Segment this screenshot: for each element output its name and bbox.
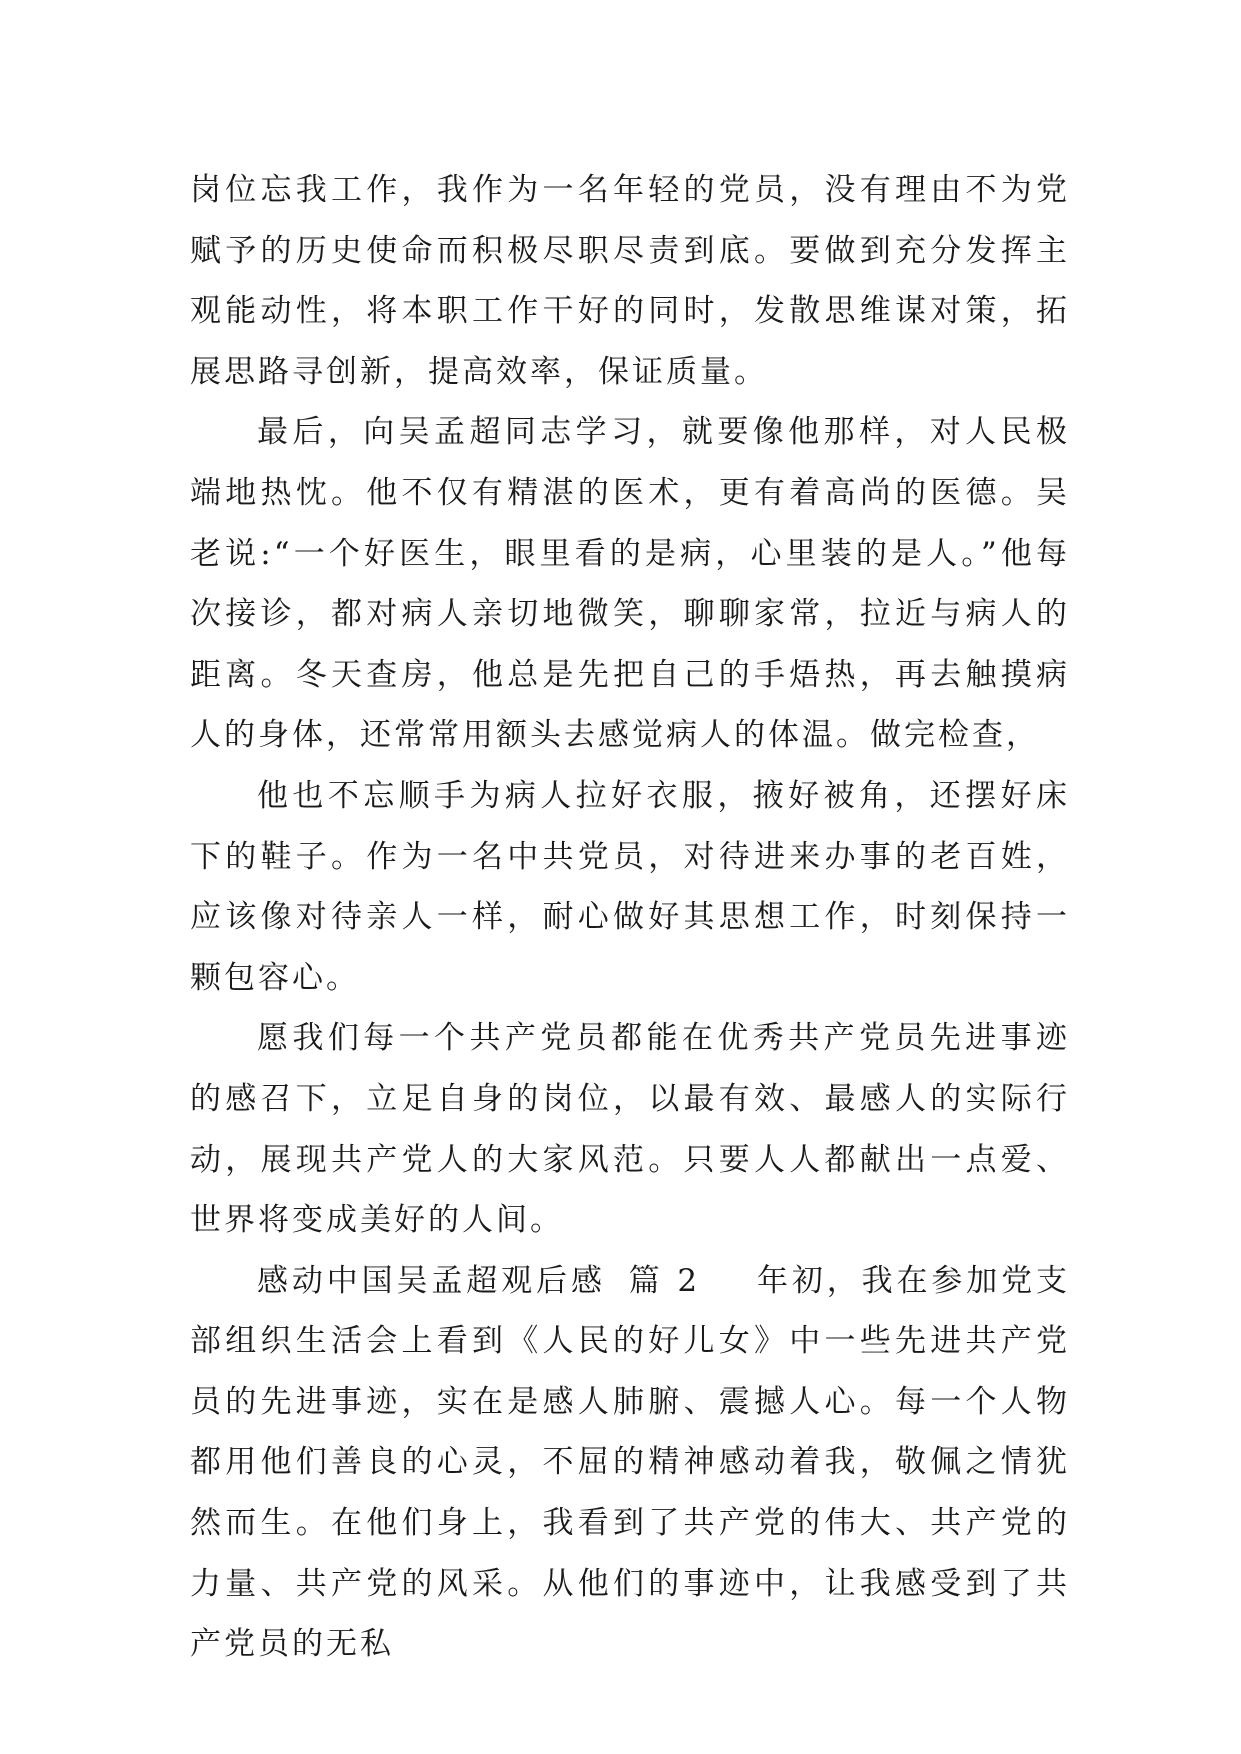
section-text: 年初，我在参加党支部组织生活会上看到《人民的好儿女》中一些先进共产党员的先进事迹，实在是感人肺腑、震撼人心。每一个人物都用他们善良的心灵，不屈的精神感动着我，敬佩之情犹然而生。在他们身上，我看到了共产党的伟大、共产党的力量、共产党的风采。从他们的事迹中，让我感受到了共产党员的无私 bbox=[190, 1262, 1071, 1663]
section-heading: 感动中国吴孟超观后感 bbox=[257, 1262, 606, 1299]
section-label: 篇 2 bbox=[627, 1262, 701, 1299]
paragraph-4: 愿我们每一个共产党员都能在优秀共产党员先进事迹的感召下，立足自身的岗位，以最有效、最感人的实际行动，展现共产党人的大家风范。只要人人都献出一点爱、世界将变成美好的人间。 bbox=[190, 1020, 1070, 1239]
section-paragraph bbox=[190, 1251, 1070, 1675]
paragraph-2: 最后，向吴孟超同志学习，就要像他那样，对人民极端地热忱。他不仅有精湛的医术，更有着高尚的医德。吴老说:“一个好医生，眼里看的是病，心里装的是人。”他每次接诊，都对病人亲切地微笑，聊聊家常，拉近与病人的距离。冬天查房，他总是先把自己的手焐热，再去触摸病人的身体，还常常用额头去感觉病人的体温。做完检查， bbox=[190, 414, 1070, 754]
paragraph-1: 岗位忘我工作，我作为一名年轻的党员，没有理由不为党赋予的历史使命而积极尽职尽责到底。要做到充分发挥主观能动性，将本职工作干好的同时，发散思维谋对策，拓展思路寻创新，提高效率，保证质量。 bbox=[190, 172, 1070, 390]
document-body bbox=[190, 160, 1070, 1675]
paragraph-3: 他也不忘顺手为病人拉好衣服，掖好被角，还摆好床下的鞋子。作为一名中共党员，对待进来办事的老百姓，应该像对待亲人一样，耐心做好其思想工作，时刻保持一颗包容心。 bbox=[190, 777, 1070, 996]
